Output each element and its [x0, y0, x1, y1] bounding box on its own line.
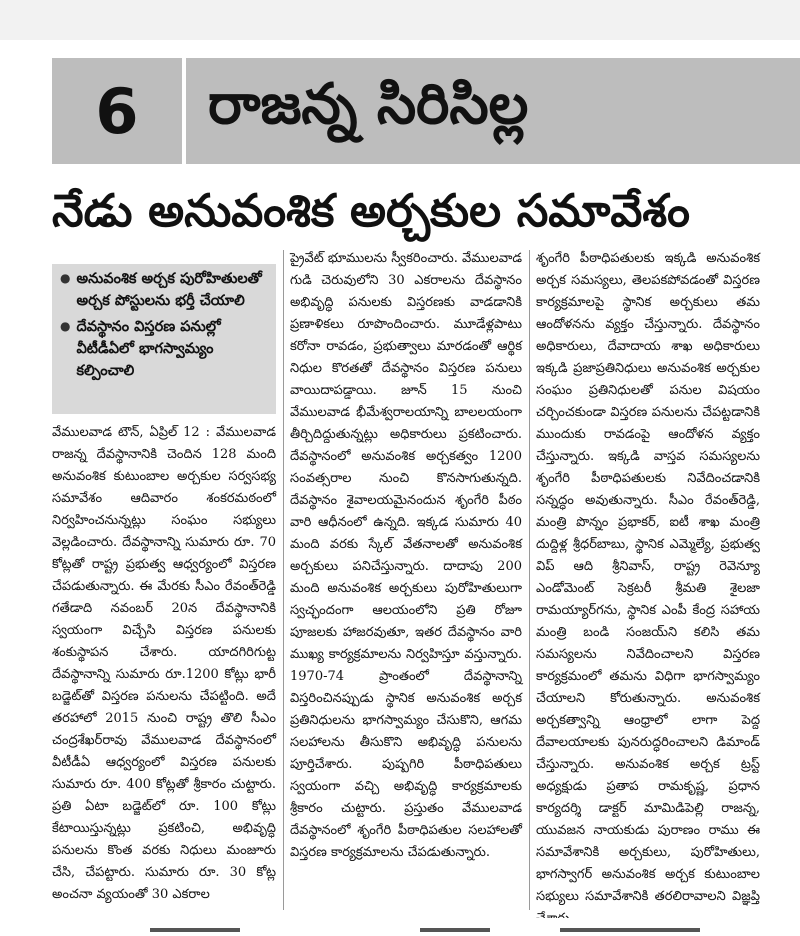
highlight-item: [52, 264, 276, 312]
article-headline: నేడు అనువంశిక అర్చకుల సమావేశం: [52, 184, 690, 237]
strip-mark: [420, 928, 490, 932]
article-column-1: వేములవాడ టౌన్, ఏప్రిల్ 12 : వేములవాడ రాజన్న దేవస్థానానికి చెందిన 128 మంది అనువంశిక కుటుంబాల అర్చకుల సర్వసభ్య సమావేశం ఆదివారం శంకరమఠంలో నిర్వహించనున్నట్లు సంఘం సభ్యులు వెల్లడించారు. దేవస్థానాన్ని సుమారు రూ. 70 కోట్లతో రాష్ట్ర ప్రభుత్వ ఆధ్వర్యంలో విస్తరణ చేపడుతున్నారు. ఈ మేరకు సీఎం రేవంత్‌రెడ్డి గతేడాది నవంబర్ 20న దేవస్థానానికి స్వయంగా విచ్చేసి విస్తరణ పనులకు శంకుస్థాపన చేశారు. యాదగిరిగుట్ట దేవస్థానాన్ని సుమారు రూ.1200 కోట్లు భారీ బడ్జెట్‌తో విస్తరణ పనులను చేపట్టింది. అదే తరహాలో 2015 నుంచి రాష్ట్ర తొలి సీఎం చంద్రశేఖర్‌రావు వేములవాడ దేవస్థానంలో వీటీడీఏ ఆధ్వర్యంలో విస్తరణ పనులకు సుమారు రూ. 400 కోట్లతో శ్రీకారం చుట్టారు. ప్రతి ఏటా బడ్జెట్‌లో రూ. 100 కోట్లు కేటాయిస్తున్నట్లు ప్రకటించి, అభివృద్ధి పనులను కొంత వరకు నిధులు మంజూరు చేసి, చేపట్టారు. సుమారు రూ. 30 కోట్ల అంచనా వ్యయంతో 30 ఎకరాల: [52, 425, 276, 902]
bullet-icon: ●: [60, 319, 71, 333]
column-divider: [283, 250, 284, 910]
page-number: 6: [95, 74, 139, 148]
highlight-text: అనువంశిక అర్చక పురోహితులతో అర్చక పోస్టులను భర్తీ చేయాలి: [76, 271, 262, 309]
article-column-2: ప్రైవేట్ భూములను స్వీకరించారు. వేములవాడ గుడి చెరువులోని 30 ఎకరాలను దేవస్థానం అభివృద్ధి పనులకు విస్తరణకు వాడడానికి ప్రణాళికలు రూపొందించారు. మూడేళ్లపాటు కరోనా రావడం, ప్రభుత్వాలు మారడంతో ఆర్థిక నిధుల కొరతతో దేవస్థానం విస్తరణ పనులు వాయిదాపడ్డాయి. జూన్ 15 నుంచి వేములవాడ భీమేశ్వరాలయాన్ని బాలలయంగా తీర్చిదిద్దుతున్నట్లు అధికారులు ప్రకటించారు. దేవస్థానంలో అనువంశిక అర్చకత్వం 1200 సంవత్సరాల నుంచి కొనసాగుతున్నది. దేవస్థానం శైవాలయమైనందున శృంగేరి పీఠం వారి ఆధీనంలో ఉన్నది. ఇక్కడ సుమారు 40 మంది వరకు స్కేల్ వేతనాలతో అనువంశిక అర్చకులు పనిచేస్తున్నారు. దాదాపు 200 మంది అనువంశిక అర్చకులు పురోహితులుగా స్వచ్ఛందంగా ఆలయంలోని ప్రతి రోజూ పూజలకు హాజరవుతూ, ఇతర దేవస్థానం వారి ముఖ్య కార్యక్రమాలను నిర్వహిస్తూ వస్తున్నారు. 1970-74 ప్రాంతంలో దేవస్థానాన్ని విస్తరించినప్పుడు స్థానిక అనువంశిక అర్చక ప్రతినిధులను భాగస్వామ్యం చేసుకొని, ఆగమ సలహాలను తీసుకొని అభివృద్ధి పనులను పూర్తిచేశారు. పుష్పగిరి పీఠాధిపతులు స్వయంగా వచ్చి అభివృద్ధి కార్యక్రమాలకు శ్రీకారం చుట్టారు. ప్రస్తుతం వేములవాడ దేవస్థానంలో శృంగేరి పీఠాధిపతుల సలహాలతో విస్తరణ కార్యక్రమాలను చేపడుతున్నారు.: [290, 251, 522, 860]
highlight-text: దేవస్థానం విస్తరణ పనుల్లో వీటీడీఏలో భాగస్వామ్యం కల్పించాలి: [76, 319, 221, 379]
page-top-margin: [0, 0, 800, 40]
column-divider: [529, 250, 530, 910]
next-article-strip: [0, 918, 800, 936]
highlights-box: [52, 264, 276, 414]
section-header: [52, 58, 800, 164]
highlight-item: [52, 312, 276, 382]
strip-mark: [560, 928, 700, 932]
bullet-icon: ●: [60, 271, 71, 285]
strip-mark: [150, 928, 240, 932]
district-title: రాజన్న సిరిసిల్ల: [208, 71, 529, 137]
article-column-3: శృంగేరి పీఠాధిపతులకు ఇక్కడి అనువంశిక అర్చక సమస్యలు, తెలపకపోవడంతో విస్తరణ కార్యక్రమాలపై స్థానిక అర్చకులు తమ ఆందోళనను వ్యక్తం చేస్తున్నారు. దేవస్థానం అధికారులు, దేవాదాయ శాఖ అధికారులు ఇక్కడి ప్రజాప్రతినిధులు అనువంశిక అర్చకుల సంఘం ప్రతినిధులతో పనుల విషయం చర్చించకుండా విస్తరణ పనులను చేపట్టడానికి ముందుకు రావడంపై ఆందోళన వ్యక్తం చేస్తున్నారు. ఇక్కడి వాస్తవ సమస్యలను శృంగేరి పీఠాధిపతులకు నివేదించడానికి సన్నద్ధం అవుతున్నారు. సీఎం రేవంత్‌రెడ్డి, మంత్రి పొన్నం ప్రభాకర్, ఐటీ శాఖ మంత్రి దుద్దిళ్ల శ్రీధర్‌బాబు, స్థానిక ఎమ్మెల్యే, ప్రభుత్వ విప్ ఆది శ్రీనివాస్, రాష్ట్ర రెవెన్యూ ఎండోమెంట్ సెక్రటరీ శ్రీమతి శైలజా రామయ్యార్‌గ‌ను, స్థానిక ఎంపీ కేంద్ర సహాయ మంత్రి బండి సంజయ్‌ని కలిసి తమ సమస్యలను నివేదించాలని విస్తరణ కార్యక్రమంలో తమను విధిగా భాగస్వామ్యం చేయాలని కోరుతున్నారు. అనువంశిక అర్చకత్వాన్ని ఆంధ్రాలో లాగా పెద్ద దేవాలయాలకు పునరుద్ధరించాలని డిమాండ్ చేస్తున్నారు. అనువంశిక అర్చక ట్రస్ట్ అధ్యక్షుడు ప్రతాప రామకృష్ణ, ప్రధాన కార్యదర్శి డాక్టర్ మామిడిపెల్లి రాజన్న, యువజన నాయకుడు పురాణం రాము ఈ సమావేశానికి అర్చకులు, పురోహితులు, భాగస్వాగర్ అనువంశిక అర్చక కుటుంబాల సభ్యులు సమావేశానికి తరలిరావాలని విజ్ఞప్తి: [536, 251, 760, 904]
